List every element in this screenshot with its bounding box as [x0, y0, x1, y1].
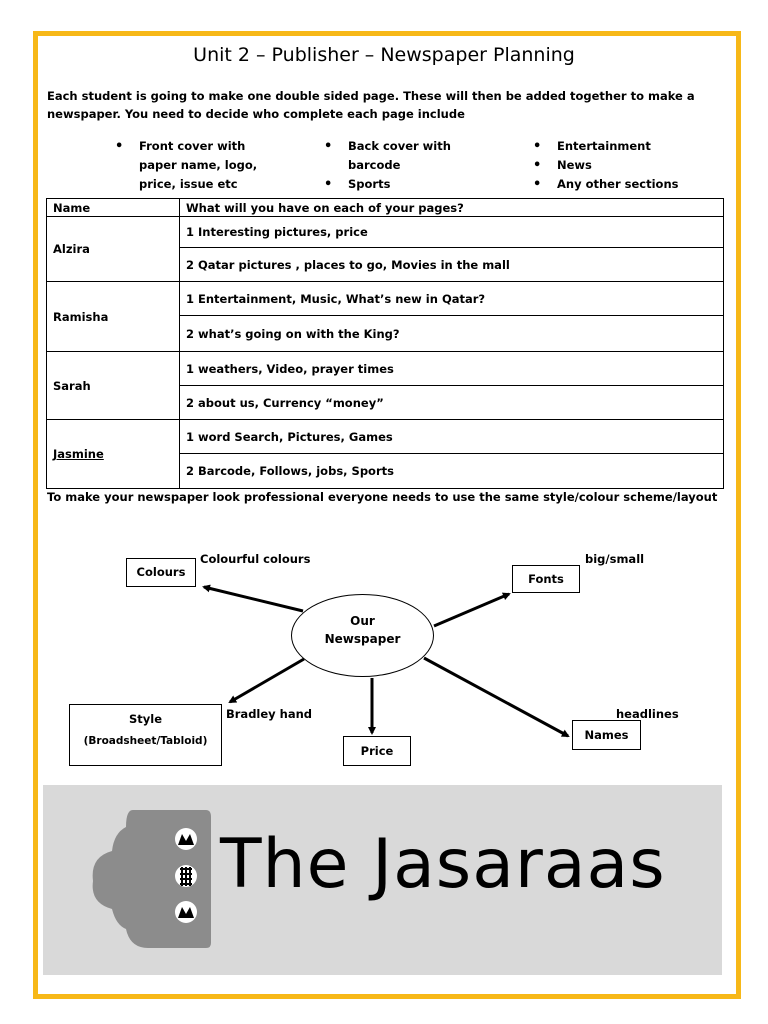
fonts-box: Fonts [512, 565, 580, 593]
student-name: Sarah [47, 352, 180, 420]
section-item: • Entertainment [533, 137, 703, 156]
section-item: • Back cover with barcode [324, 137, 458, 175]
header-name: Name [47, 199, 180, 217]
style-note: To make your newspaper look professional everyone needs to use the same style/colour scheme/layout [47, 490, 718, 504]
style-box [69, 704, 222, 766]
page-title: Unit 2 – Publisher – Newspaper Planning [193, 44, 575, 66]
page-plan: 2 Barcode, Follows, jobs, Sports [180, 454, 724, 489]
student-name: Ramisha [47, 282, 180, 352]
page-plan: 2 Qatar pictures , places to go, Movies in the mall [180, 248, 724, 282]
style-subtitle: (Broadsheet/Tabloid) [83, 735, 208, 747]
arrow-to-style [230, 659, 304, 702]
price-box: Price [343, 736, 411, 766]
header-pages: What will you have on each of your pages? [180, 199, 724, 217]
student-name: Alzira [47, 217, 180, 282]
arrow-to-names [424, 658, 568, 736]
section-item: • News [533, 156, 703, 175]
logo-icon [88, 805, 213, 950]
names-box: Names [572, 720, 641, 750]
arrow-to-colours [204, 587, 303, 611]
fonts-label: big/small [585, 552, 645, 566]
section-item: • Sports [324, 175, 474, 194]
student-name: Jasmine [47, 420, 180, 489]
page-plan: 2 what’s going on with the King? [180, 316, 724, 352]
section-item: • Any other sections [533, 175, 703, 194]
names-label: headlines [616, 707, 679, 721]
banner-title: The Jasaraas [220, 825, 666, 904]
page-plan: 1 word Search, Pictures, Games [180, 420, 724, 454]
section-item: • Front cover with paper name, logo, price, issue etc [115, 137, 275, 194]
page-plan: 1 weathers, Video, prayer times [180, 352, 724, 386]
center-line-1: Our [350, 614, 375, 628]
mindmap-center [291, 594, 434, 677]
colours-box: Colours [126, 558, 196, 587]
style-title: Style [128, 712, 163, 726]
center-line-2: Newspaper [324, 632, 401, 646]
page-plan: 1 Interesting pictures, price [180, 217, 724, 248]
intro-text: Each student is going to make one double sided page. These will then be added together to make a newspaper. You need to decide who complete each page include [47, 89, 695, 121]
colours-label: Colourful colours [200, 552, 311, 566]
arrow-to-fonts [434, 594, 509, 626]
style-label: Bradley hand [226, 707, 313, 721]
banner [43, 785, 722, 975]
page-plan: 1 Entertainment, Music, What’s new in Qatar? [180, 282, 724, 316]
page-plan: 2 about us, Currency “money” [180, 386, 724, 420]
